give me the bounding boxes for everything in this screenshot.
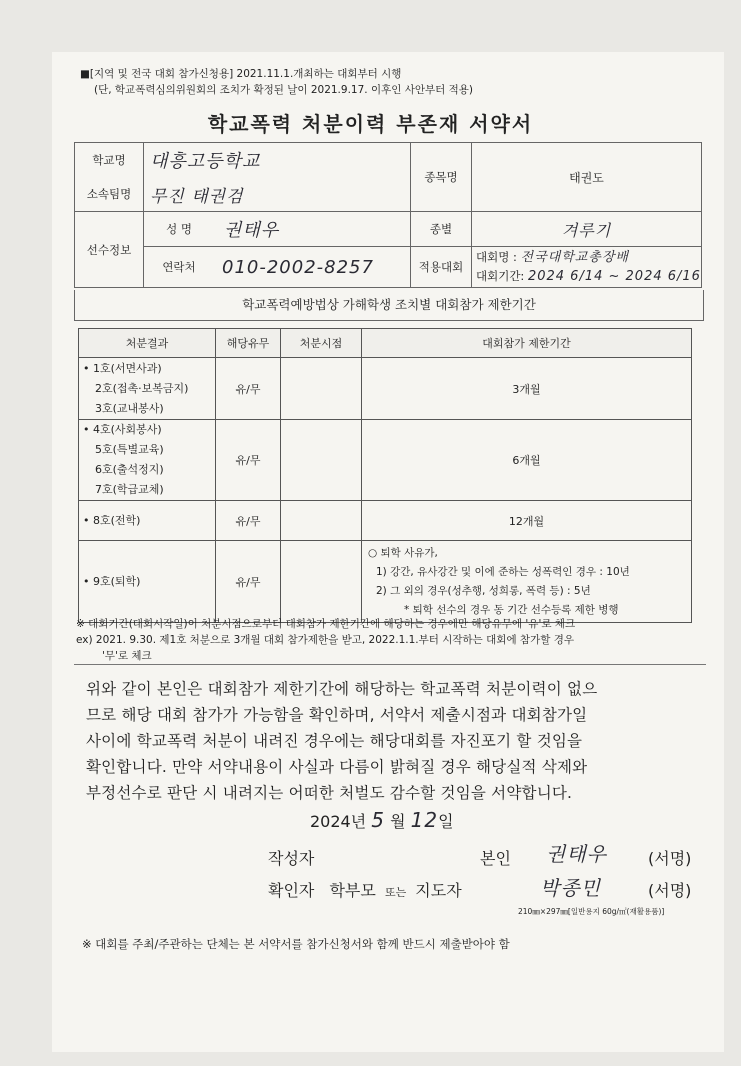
table-row — [79, 541, 692, 623]
yn-check[interactable]: 유/무 — [216, 501, 281, 541]
confirm-row — [268, 878, 462, 901]
measure-item: • 1호(서면사과) — [83, 361, 162, 375]
col-header-result: 처분결과 — [79, 329, 216, 358]
period-line: 2) 그 외의 경우(성추행, 성희롱, 폭력 등) : 5년 — [376, 584, 591, 597]
period-line: ○ 퇴학 사유가, — [368, 546, 438, 559]
result-cell — [79, 541, 216, 623]
pledge-line: 부정선수로 판단 시 내려지는 어떠한 처벌도 감수할 것임을 서약합니다. — [86, 784, 573, 802]
player-info-table — [74, 142, 702, 288]
date-day: 12 — [410, 808, 439, 832]
name-label: 성 명 — [166, 222, 192, 236]
period-line: * 퇴학 선수의 경우 동 기간 선수등록 제한 병행 — [404, 603, 619, 616]
table-row — [79, 501, 692, 541]
period-cell: 12개월 — [362, 501, 692, 541]
or-label: 또는 — [384, 886, 407, 899]
yn-check[interactable]: 유/무 — [216, 420, 281, 501]
date-month-unit: 월 — [390, 812, 406, 831]
table-row — [79, 358, 692, 420]
measure-item: 5호(특별교육) — [95, 443, 164, 456]
footnote-2: ex) 2021. 9.30. 제1호 처분으로 3개월 대회 참가제한을 받고, 2022.1.1.부터 시작하는 대회에 참가할 경우 — [76, 634, 574, 646]
yn-check[interactable]: 유/무 — [216, 541, 281, 623]
pledge-text — [86, 676, 696, 806]
name-row — [144, 212, 411, 247]
measure-item: • 9호(퇴학) — [83, 574, 141, 588]
pledge-line: 므로 해당 대회 참가가 가능함을 확인하며, 서약서 제출시점과 대회참가일 — [86, 706, 588, 724]
time-cell — [281, 358, 362, 420]
footnote-3: '무'로 체크 — [102, 650, 152, 662]
measure-item: 6호(출석정지) — [95, 463, 164, 476]
period-cell: 6개월 — [362, 420, 692, 501]
school-value: 대흥고등학교 — [144, 143, 411, 178]
parent-label: 학부모 — [329, 881, 376, 900]
time-cell — [281, 501, 362, 541]
footnote-1: ※ 대회기간(대회시작일)이 처분시점으로부터 대회참가 제한기간에 해당하는 경우에만 해당유무에 '유'로 체크 — [76, 618, 576, 630]
notice-block — [80, 66, 473, 98]
date-year: 2024년 — [310, 812, 367, 831]
col-header-yn: 해당유무 — [216, 329, 281, 358]
notice-line-2: (단, 학교폭력심의위원회의 조치가 확정된 날이 2021.9.17. 이후인 사안부터 적용) — [94, 84, 474, 96]
pledge-date — [310, 808, 454, 832]
col-header-period: 대회참가 제한기간 — [362, 329, 692, 358]
pledge-line: 확인합니다. 만약 서약내용이 사실과 다름이 밝혀질 경우 해당실적 삭제와 — [86, 758, 588, 776]
period-cell: 3개월 — [362, 358, 692, 420]
period-line: 1) 강간, 유사강간 및 이에 준하는 성폭력인 경우 : 10년 — [376, 565, 630, 578]
result-cell — [79, 358, 216, 420]
self-signature: 권태우 — [546, 842, 607, 866]
restriction-subtitle: 학교폭력예방법상 가해학생 조치별 대회참가 제한기간 — [74, 290, 704, 321]
comp-period-value: 2024 6/14 ~ 2024 6/16 — [527, 269, 701, 284]
pledge-line: 사이에 학교폭력 처분이 내려진 경우에는 해당대회를 자진포기 할 것임을 — [86, 732, 583, 750]
coach-label: 지도자 — [415, 881, 462, 900]
time-cell — [281, 541, 362, 623]
applied-comp-label: 적용대회 — [411, 247, 472, 288]
comp-name-value: 전국대학교총장배 — [520, 250, 629, 265]
name-value: 권태우 — [224, 220, 280, 241]
sign-label: (서명) — [648, 849, 692, 868]
yn-check[interactable]: 유/무 — [216, 358, 281, 420]
sign-label-2: (서명) — [648, 881, 692, 900]
measure-item: 7호(학급교체) — [95, 483, 164, 496]
period-cell — [362, 541, 692, 623]
measure-item: 3호(교내봉사) — [95, 401, 164, 415]
result-cell — [79, 501, 216, 541]
comp-name-label: 대회명 : — [476, 250, 517, 264]
author-label: 작성자 — [268, 849, 315, 868]
col-header-time: 처분시점 — [281, 329, 362, 358]
comp-info — [472, 247, 702, 288]
document-title: 학교폭력 처분이력 부존재 서약서 — [207, 112, 534, 136]
result-cell — [79, 420, 216, 501]
school-label: 학교명 — [75, 143, 144, 178]
date-day-unit: 일 — [438, 812, 454, 831]
team-value: 무진 태권검 — [144, 177, 411, 212]
measure-item: • 4호(사회봉사) — [83, 423, 162, 436]
category-label: 종별 — [411, 212, 472, 247]
comp-period-label: 대회기간: — [476, 269, 525, 283]
restriction-table — [78, 328, 692, 623]
footnotes — [76, 616, 716, 664]
player-info-label: 선수정보 — [75, 212, 144, 288]
category-value: 겨루기 — [472, 212, 702, 247]
event-label: 종목명 — [411, 143, 472, 212]
event-value: 태권도 — [472, 143, 702, 212]
paper-size-note: 210㎜×297㎜[일반용지 60g/㎡(재활용품)] — [518, 907, 665, 916]
date-month: 5 — [371, 808, 386, 832]
team-label: 소속팀명 — [75, 177, 144, 212]
measure-item: 2호(접촉·보복금지) — [95, 381, 189, 395]
table-row — [79, 420, 692, 501]
self-label: 본인 — [480, 849, 511, 868]
pledge-line: 위와 같이 본인은 대회참가 제한기간에 해당하는 학교폭력 처분이력이 없으 — [86, 680, 598, 698]
contact-label: 연락처 — [162, 260, 196, 274]
confirm-label: 확인자 — [268, 881, 315, 900]
contact-value: 010-2002-8257 — [222, 256, 374, 278]
coach-signature: 박종민 — [540, 876, 601, 900]
contact-row — [144, 247, 411, 288]
time-cell — [281, 420, 362, 501]
notice-line-1: ■[지역 및 전국 대회 참가신청용] 2021.11.1.개최하는 대회부터 시행 — [80, 68, 402, 80]
bottom-note: ※ 대회를 주최/주관하는 단체는 본 서약서를 참가신청서와 함께 반드시 제출받아야 함 — [82, 937, 510, 951]
measure-item: • 8호(전학) — [83, 513, 141, 527]
divider — [74, 664, 706, 665]
